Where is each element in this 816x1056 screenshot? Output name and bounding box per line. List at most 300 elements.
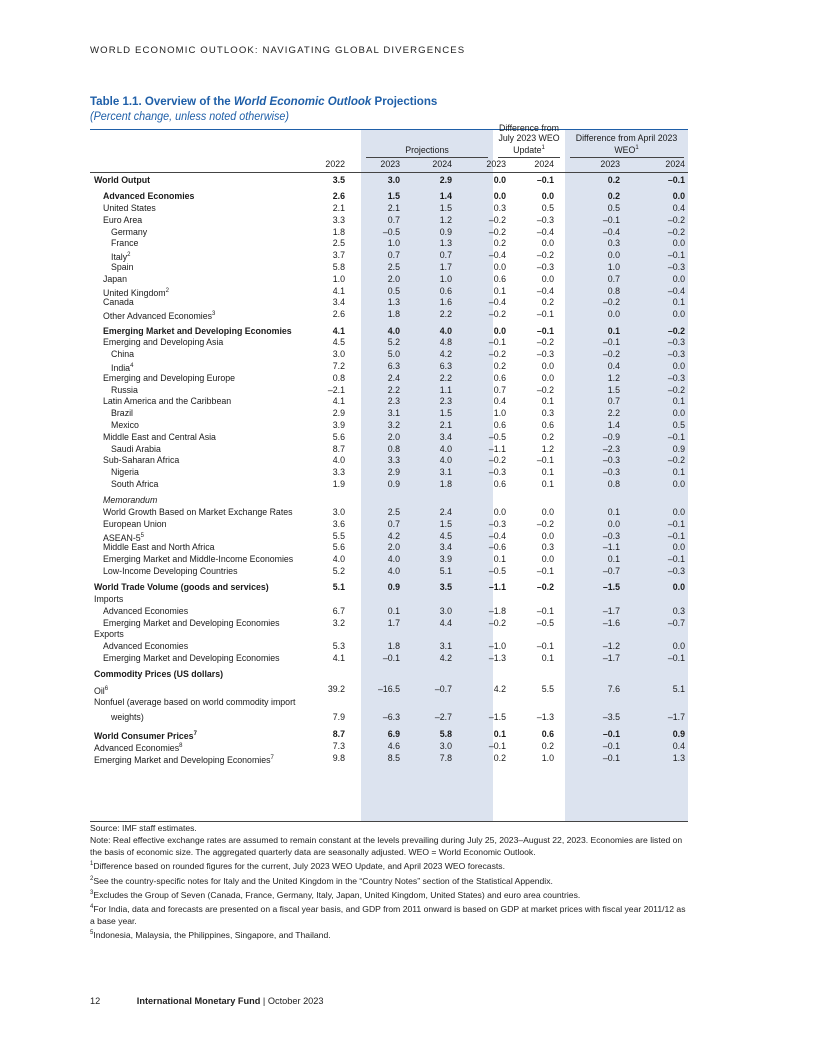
footnote-text: See the country-specific notes for Italy and the United Kingdom in the “Country Notes” section of the Statistical Appendix. xyxy=(93,875,553,886)
cell-value: 0.1 xyxy=(493,285,506,296)
table-row xyxy=(90,215,688,227)
cell-value: 1.2 xyxy=(607,372,620,383)
cell-value: 0.9 xyxy=(672,729,685,740)
cell-value: 0.7 xyxy=(387,518,400,529)
row-label: United States xyxy=(103,203,156,214)
cell-value: 0.6 xyxy=(439,285,452,296)
cell-value: 1.0 xyxy=(493,408,506,419)
cell-value: 3.3 xyxy=(332,467,345,478)
cell-value: 1.1 xyxy=(439,384,452,395)
cell-value: 39.2 xyxy=(327,684,345,695)
row-label: Spain xyxy=(111,262,134,273)
cell-value: 1.0 xyxy=(541,753,554,764)
cell-value: 0.2 xyxy=(541,431,554,442)
table-row xyxy=(90,361,688,373)
cell-value: 7.6 xyxy=(607,684,620,695)
cell-value: 2.5 xyxy=(332,238,345,249)
cell-value: –0.4 xyxy=(488,250,506,261)
row-label: Latin America and the Caribbean xyxy=(103,396,232,407)
cell-value: –0.2 xyxy=(536,337,554,348)
row-label: Commodity Prices (US dollars) xyxy=(94,669,224,680)
cell-value: 8.7 xyxy=(332,729,345,740)
cell-value: –0.7 xyxy=(602,566,620,576)
cell-value: –0.1 xyxy=(488,741,506,752)
cell-value: 2.3 xyxy=(439,396,452,407)
table-row xyxy=(90,373,688,385)
cell-value: –0.7 xyxy=(667,617,685,628)
cell-value: –0.2 xyxy=(667,455,685,466)
cell-value: 1.3 xyxy=(439,238,452,249)
cell-value: –0.4 xyxy=(602,226,620,237)
cell-value: 2.1 xyxy=(332,203,345,214)
cell-value: 4.1 xyxy=(332,396,345,407)
cell-value: –0.3 xyxy=(667,372,685,383)
col-header: 2024 xyxy=(665,159,685,169)
cell-value: 1.5 xyxy=(439,518,452,529)
cell-value: –0.5 xyxy=(382,226,400,237)
cell-value: 0.6 xyxy=(541,729,554,740)
cell-value: 0.0 xyxy=(672,408,685,419)
footnote-text: Indonesia, Malaysia, the Philippines, Singapore, and Thailand. xyxy=(93,929,331,940)
cell-value: –0.2 xyxy=(488,309,506,320)
table-row xyxy=(90,542,688,554)
cell-value: 0.1 xyxy=(672,297,685,308)
cell-value: –1.7 xyxy=(602,653,620,664)
cell-value: 0.0 xyxy=(541,530,554,541)
cell-value: 0.1 xyxy=(541,467,554,478)
cell-value: –0.1 xyxy=(536,566,554,576)
cell-value: 5.1 xyxy=(439,566,452,576)
footnote-marker: 7 xyxy=(270,755,274,762)
cell-value: 0.0 xyxy=(541,507,554,518)
cell-value: 5.2 xyxy=(387,337,400,348)
footer-date: October 2023 xyxy=(267,996,324,1006)
cell-value: 0.5 xyxy=(672,419,685,430)
cell-value: 0.9 xyxy=(387,582,400,593)
cell-value: –0.3 xyxy=(602,467,620,478)
cell-value: 2.3 xyxy=(387,396,400,407)
row-label: Nigeria xyxy=(111,467,139,478)
column-header-row xyxy=(90,159,688,171)
cell-value: 1.0 xyxy=(387,238,400,249)
cell-value: 5.8 xyxy=(332,262,345,273)
cell-value: 1.7 xyxy=(439,262,452,273)
cell-value: –0.2 xyxy=(667,325,685,336)
cell-value: 4.0 xyxy=(332,455,345,466)
row-label: Germany xyxy=(111,226,148,237)
cell-value: 0.1 xyxy=(387,605,400,616)
cell-value: 0.6 xyxy=(493,478,506,489)
cell-value: 0.0 xyxy=(541,191,554,202)
cell-value: –0.3 xyxy=(536,349,554,360)
cell-value: 0.6 xyxy=(493,419,506,430)
table-row xyxy=(90,326,688,338)
cell-value: 1.4 xyxy=(439,191,452,202)
cell-value: 4.0 xyxy=(332,554,345,565)
row-label: Nonfuel (average based on world commodity import xyxy=(94,697,296,708)
table-row xyxy=(90,337,688,349)
cell-value: 3.0 xyxy=(332,349,345,360)
row-label: South Africa xyxy=(111,478,159,489)
footnote-marker: 2 xyxy=(127,252,131,259)
col-header: 2023 xyxy=(600,159,620,169)
table-row xyxy=(90,554,688,566)
cell-value: 0.2 xyxy=(541,297,554,308)
table-row xyxy=(90,594,688,606)
cell-value: 0.6 xyxy=(493,273,506,284)
cell-value: 2.0 xyxy=(387,542,400,553)
cell-value: 3.7 xyxy=(332,250,345,261)
cell-value: 2.2 xyxy=(387,384,400,395)
cell-value: 0.0 xyxy=(493,507,506,518)
footnote-marker: 5 xyxy=(140,532,144,539)
cell-value: 4.8 xyxy=(439,337,452,348)
cell-value: 0.7 xyxy=(439,250,452,261)
group-header-projections: Projections xyxy=(405,145,449,155)
row-label: Saudi Arabia xyxy=(111,443,161,454)
row-label: China xyxy=(111,349,134,360)
table-row xyxy=(90,681,688,697)
cell-value: 2.5 xyxy=(387,507,400,518)
table-row xyxy=(90,250,688,262)
cell-value: –16.5 xyxy=(377,684,400,695)
table-row xyxy=(90,495,688,507)
cell-value: 0.0 xyxy=(541,372,554,383)
cell-value: 0.4 xyxy=(672,741,685,752)
cell-value: 1.5 xyxy=(439,408,452,419)
footnote-marker: 6 xyxy=(104,686,109,693)
cell-value: 4.2 xyxy=(439,349,452,360)
cell-value: –0.3 xyxy=(667,349,685,360)
table-title-prefix: Table 1.1. Overview of the xyxy=(90,94,234,108)
cell-value: 2.0 xyxy=(387,273,400,284)
cell-value: 0.3 xyxy=(607,238,620,249)
header-rule xyxy=(90,172,688,173)
cell-value: 2.1 xyxy=(387,203,400,214)
cell-value: 3.2 xyxy=(332,617,345,628)
cell-value: 1.0 xyxy=(439,273,452,284)
cell-value: 0.3 xyxy=(493,203,506,214)
cell-value: –0.1 xyxy=(536,641,554,652)
row-label: Other Advanced Economies$^3$ xyxy=(103,311,216,322)
cell-value: 1.3 xyxy=(672,753,685,764)
cell-value: 7.9 xyxy=(332,711,345,722)
cell-value: –0.3 xyxy=(667,566,685,576)
footnote xyxy=(90,902,688,927)
table-row xyxy=(90,629,688,641)
cell-value: 4.6 xyxy=(387,741,400,752)
group-rule-july xyxy=(498,157,560,158)
row-label: Emerging Market and Middle-Income Economies xyxy=(103,554,294,565)
cell-value: –0.1 xyxy=(667,431,685,442)
cell-value: 4.2 xyxy=(439,653,452,664)
cell-value: 0.0 xyxy=(541,238,554,249)
cell-value: –1.1 xyxy=(488,443,506,454)
cell-value: 0.3 xyxy=(672,605,685,616)
row-label: Middle East and Central Asia xyxy=(103,431,216,442)
table-row xyxy=(90,669,688,681)
cell-value: 2.1 xyxy=(439,419,452,430)
cell-value: –2.1 xyxy=(327,384,345,395)
footnote-number: 1 xyxy=(90,861,94,868)
cell-value: 2.4 xyxy=(387,372,400,383)
cell-value: –0.2 xyxy=(602,349,620,360)
footnote-marker: 3 xyxy=(212,311,216,318)
row-label: Emerging Market and Developing Economies xyxy=(103,325,292,336)
footnote-marker: 8 xyxy=(179,743,183,750)
row-label: Mexico xyxy=(111,419,139,430)
footer-org: International Monetary Fund xyxy=(136,996,261,1006)
cell-value: –0.1 xyxy=(667,175,685,185)
general-note: Note: Real effective exchange rates are assumed to remain constant at the levels prevailing during July 25, 2023–August 22, 2023. Economies are listed on the basis of economic size. The aggregated quarterly data are seasonally adjusted. WEO = World Economic Outlook. xyxy=(90,835,683,857)
cell-value: 0.9 xyxy=(439,226,452,237)
cell-value: 0.2 xyxy=(607,191,620,202)
cell-value: 1.8 xyxy=(332,226,345,237)
table-row xyxy=(90,479,688,491)
cell-value: –0.4 xyxy=(488,530,506,541)
cell-value: –1.3 xyxy=(536,711,554,722)
cell-value: 4.0 xyxy=(439,443,452,454)
cell-value: 3.9 xyxy=(439,554,452,565)
footnote-number: 5 xyxy=(90,929,94,936)
row-label: Low-Income Developing Countries xyxy=(103,566,238,576)
cell-value: 3.1 xyxy=(387,408,400,419)
cell-value: 0.0 xyxy=(541,554,554,565)
table-row xyxy=(90,467,688,479)
cell-value: –0.1 xyxy=(536,175,554,185)
cell-value: 0.4 xyxy=(672,203,685,214)
row-label: Japan xyxy=(103,273,127,284)
cell-value: 0.7 xyxy=(493,384,506,395)
cell-value: 0.0 xyxy=(607,250,620,261)
page-number: 12 xyxy=(90,996,101,1006)
cell-value: 0.6 xyxy=(493,372,506,383)
cell-value: 0.0 xyxy=(493,191,506,202)
cell-value: 1.0 xyxy=(607,262,620,273)
cell-value: –2.7 xyxy=(434,711,452,722)
cell-value: –0.2 xyxy=(488,226,506,237)
cell-value: 5.6 xyxy=(332,431,345,442)
table-row xyxy=(90,191,688,203)
cell-value: –0.5 xyxy=(488,566,506,576)
row-label: Middle East and North Africa xyxy=(103,542,215,553)
cell-value: –0.2 xyxy=(667,226,685,237)
row-label: Advanced Economies xyxy=(103,641,189,652)
row-label: Exports xyxy=(94,629,124,640)
cell-value: 4.0 xyxy=(387,325,400,336)
table-subtitle: (Percent change, unless noted otherwise) xyxy=(90,110,289,123)
cell-value: 0.0 xyxy=(493,175,506,185)
cell-value: –0.3 xyxy=(536,214,554,225)
cell-value: 1.3 xyxy=(387,297,400,308)
cell-value: –0.1 xyxy=(382,653,400,664)
cell-value: 4.2 xyxy=(493,684,506,695)
cell-value: 5.6 xyxy=(332,542,345,553)
cell-value: –1.7 xyxy=(602,605,620,616)
cell-value: 3.5 xyxy=(439,582,452,593)
cell-value: 2.4 xyxy=(439,507,452,518)
cell-value: 3.4 xyxy=(439,431,452,442)
cell-value: 0.6 xyxy=(541,419,554,430)
footnote xyxy=(90,928,688,941)
cell-value: 2.2 xyxy=(439,372,452,383)
table-row xyxy=(90,444,688,456)
row-label: Emerging Market and Developing Economies xyxy=(103,617,280,628)
cell-value: 4.1 xyxy=(332,653,345,664)
cell-value: 0.0 xyxy=(541,273,554,284)
cell-value: 0.9 xyxy=(672,443,685,454)
cell-value: 0.3 xyxy=(541,408,554,419)
row-label: Oil$^6$ xyxy=(94,686,109,697)
cell-value: 6.7 xyxy=(332,605,345,616)
cell-value: –6.3 xyxy=(382,711,400,722)
footnote-number: 3 xyxy=(90,889,94,896)
cell-value: 0.1 xyxy=(607,507,620,518)
cell-value: –0.1 xyxy=(536,325,554,336)
cell-value: 4.5 xyxy=(332,337,345,348)
table-row xyxy=(90,238,688,250)
table-row xyxy=(90,606,688,618)
footnotes xyxy=(90,859,688,941)
cell-value: 0.4 xyxy=(607,360,620,371)
cell-value: 1.9 xyxy=(332,478,345,489)
cell-value: 3.3 xyxy=(332,214,345,225)
cell-value: 3.3 xyxy=(387,455,400,466)
cell-value: 1.5 xyxy=(607,384,620,395)
table-row xyxy=(90,385,688,397)
page-footer xyxy=(90,996,324,1006)
cell-value: 0.2 xyxy=(607,175,620,185)
table-row xyxy=(90,709,688,725)
cell-value: –0.1 xyxy=(602,741,620,752)
cell-value: 0.5 xyxy=(387,285,400,296)
cell-value: –0.3 xyxy=(488,467,506,478)
table-row xyxy=(90,653,688,665)
cell-value: 4.1 xyxy=(332,285,345,296)
cell-value: 1.8 xyxy=(387,309,400,320)
cell-value: 0.8 xyxy=(387,443,400,454)
cell-value: 3.2 xyxy=(387,419,400,430)
cell-value: –0.1 xyxy=(667,554,685,565)
group-rule-projections xyxy=(366,157,488,158)
cell-value: 1.6 xyxy=(439,297,452,308)
row-label: United Kingdom$^2$ xyxy=(103,287,169,298)
cell-value: 8.7 xyxy=(332,443,345,454)
col-header: 2023 xyxy=(486,159,506,169)
table-row xyxy=(90,455,688,467)
table-bottom-rule xyxy=(90,821,688,822)
row-label: ASEAN-$5^5$ xyxy=(103,532,144,543)
cell-value: 5.1 xyxy=(672,684,685,695)
table-top-rule xyxy=(90,129,688,130)
cell-value: –0.1 xyxy=(536,455,554,466)
cell-value: 6.3 xyxy=(387,360,400,371)
cell-value: 2.5 xyxy=(387,262,400,273)
table-row xyxy=(90,753,688,765)
footnote xyxy=(90,859,688,872)
cell-value: 2.2 xyxy=(439,309,452,320)
cell-value: –0.2 xyxy=(488,349,506,360)
cell-value: 5.8 xyxy=(439,729,452,740)
cell-value: 3.0 xyxy=(439,605,452,616)
cell-value: 1.8 xyxy=(439,478,452,489)
cell-value: 0.3 xyxy=(541,542,554,553)
cell-value: 1.5 xyxy=(439,203,452,214)
cell-value: –0.1 xyxy=(536,309,554,320)
cell-value: –0.2 xyxy=(536,250,554,261)
cell-value: –0.9 xyxy=(602,431,620,442)
cell-value: 3.1 xyxy=(439,467,452,478)
row-label: Advanced Economies xyxy=(103,191,195,202)
cell-value: –0.1 xyxy=(667,653,685,664)
table-row xyxy=(90,396,688,408)
table-row xyxy=(90,274,688,286)
cell-value: –0.2 xyxy=(602,297,620,308)
row-label: Emerging Market and Developing Economies xyxy=(103,653,280,664)
cell-value: 3.0 xyxy=(332,507,345,518)
cell-value: 1.2 xyxy=(541,443,554,454)
cell-value: 5.3 xyxy=(332,641,345,652)
cell-value: 0.2 xyxy=(541,741,554,752)
cell-value: –0.4 xyxy=(536,285,554,296)
cell-value: 3.0 xyxy=(387,175,400,185)
cell-value: 0.0 xyxy=(672,582,685,593)
cell-value: –0.1 xyxy=(602,753,620,764)
cell-value: –0.4 xyxy=(536,226,554,237)
row-label: Emerging Market and Developing Economies$^7$ xyxy=(94,754,274,765)
table-row xyxy=(90,420,688,432)
cell-value: –3.5 xyxy=(602,711,620,722)
table-row xyxy=(90,641,688,653)
cell-value: –0.2 xyxy=(536,518,554,529)
cell-value: 0.8 xyxy=(332,372,345,383)
footnote-number: 2 xyxy=(90,875,94,882)
col-header: 2024 xyxy=(432,159,452,169)
table-row xyxy=(90,175,688,187)
cell-value: 5.5 xyxy=(332,530,345,541)
cell-value: –1.3 xyxy=(488,653,506,664)
cell-value: –0.3 xyxy=(667,262,685,273)
table-row xyxy=(90,309,688,321)
row-label: France xyxy=(111,238,139,249)
cell-value: 1.7 xyxy=(387,617,400,628)
cell-value: –0.1 xyxy=(667,518,685,529)
cell-value: 0.0 xyxy=(672,191,685,202)
cell-value: 0.1 xyxy=(607,325,620,336)
cell-value: 0.0 xyxy=(672,507,685,518)
cell-value: 0.9 xyxy=(387,478,400,489)
row-label: World Output xyxy=(94,175,151,185)
table-notes xyxy=(90,823,688,942)
cell-value: –0.1 xyxy=(602,337,620,348)
cell-value: –1.1 xyxy=(488,582,506,593)
cell-value: 4.4 xyxy=(439,617,452,628)
footnote-text: For India, data and forecasts are presented on a fiscal year basis, and GDP from 2011 onward is based on GDP at market prices with fiscal year 2011/12 as a base year. xyxy=(90,903,686,926)
cell-value: 2.2 xyxy=(607,408,620,419)
row-label: Emerging and Developing Asia xyxy=(103,337,224,348)
cell-value: 0.1 xyxy=(607,554,620,565)
cell-value: 0.0 xyxy=(672,238,685,249)
row-label: Canada xyxy=(103,297,134,308)
table-row xyxy=(90,507,688,519)
cell-value: 6.3 xyxy=(439,360,452,371)
cell-value: –2.3 xyxy=(602,443,620,454)
table-title xyxy=(90,94,437,108)
cell-value: –0.5 xyxy=(536,617,554,628)
cell-value: 0.0 xyxy=(672,641,685,652)
cell-value: –0.1 xyxy=(667,530,685,541)
cell-value: –1.6 xyxy=(602,617,620,628)
